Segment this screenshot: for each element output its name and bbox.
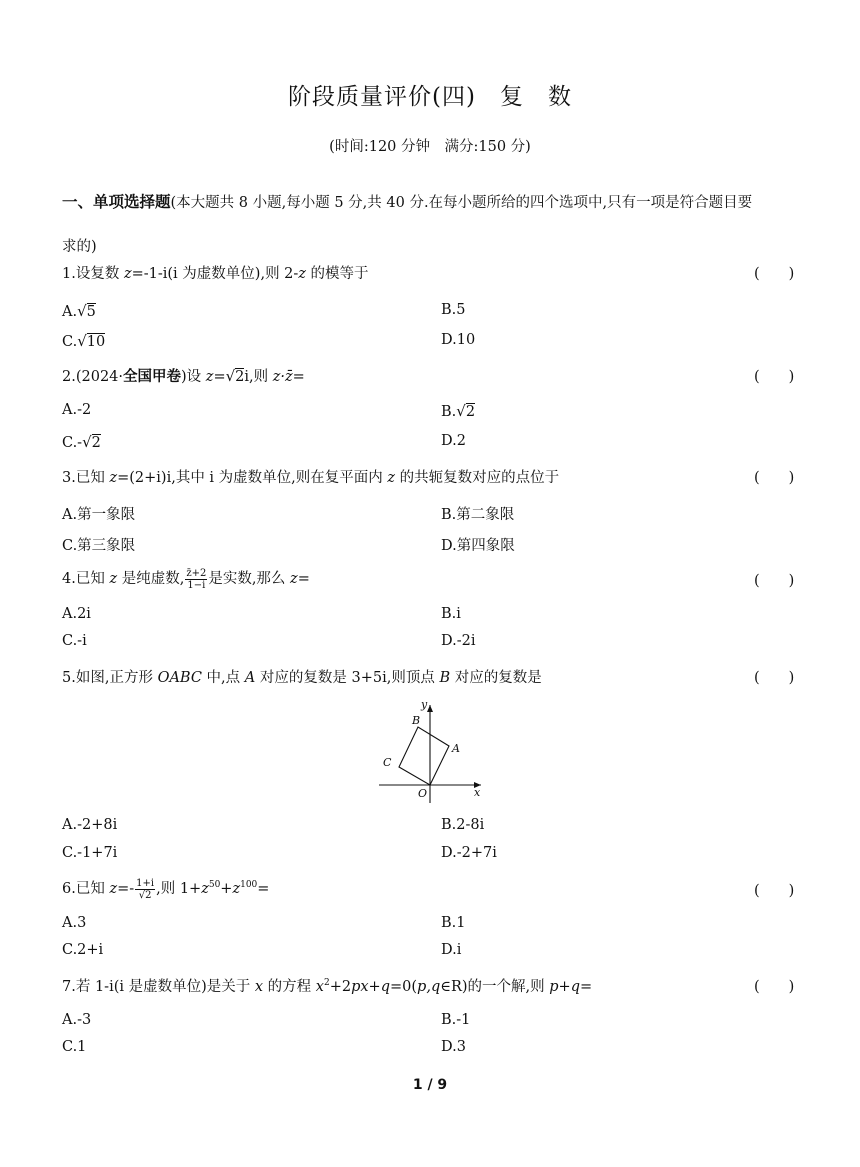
question-6: 6.已知 z=- $\frac{1+i}{√2}$ ,则 $1+z^{50}+z^{100}=$ ( ) [62, 877, 795, 901]
q5-option-a[interactable]: A.-2+8i [62, 817, 118, 833]
q5-option-b[interactable]: B.2-8i [441, 817, 485, 833]
q4-option-d[interactable]: D.-2i [441, 633, 476, 649]
question-1: 1.设复数 z=-1-i(i 为虚数单位),则 2-z 的模等于 ( ) [62, 262, 802, 283]
q4-option-c[interactable]: C.-i [62, 633, 87, 649]
q4-option-b[interactable]: B.i [441, 606, 461, 622]
q5-option-d[interactable]: D.-2+7i [441, 845, 497, 861]
question-7: 7.若 1-i(i 是虚数单位)是关于 x 的方程 $x^2+2px+q=0(p,q\in R)$的一个解,则 p+q= ( ) [62, 975, 802, 996]
q7-option-d[interactable]: D.3 [441, 1039, 466, 1055]
q2-option-c[interactable]: C.-√2 [62, 433, 101, 451]
question-5: 5.如图,正方形 OABC 中,点 A 对应的复数是 3+5i,则顶点 B 对应的复数是 ( ) [62, 666, 802, 687]
page-number: 1 / 9 [412, 1077, 448, 1093]
fraction: $\frac{1+i}{√2}$ [136, 877, 155, 901]
q5-option-c[interactable]: C.-1+7i [62, 845, 118, 861]
point-b-label: B [412, 714, 421, 727]
section-heading [62, 180, 802, 269]
x-axis-label: x [474, 786, 481, 799]
q6-option-d[interactable]: D.i [441, 942, 462, 958]
answer-paren: ( ) [754, 573, 795, 589]
answer-paren: ( ) [754, 266, 795, 282]
q6-option-a[interactable]: A.3 [62, 915, 87, 931]
q3-option-a[interactable]: A.第一象限 [62, 507, 136, 523]
q3-option-c[interactable]: C.第三象限 [62, 538, 136, 554]
question-3: 3.已知 z=(2+i)i,其中 i 为虚数单位,则在复平面内 z 的共轭复数对应的点位于 ( ) [62, 466, 802, 487]
q3-option-d[interactable]: D.第四象限 [441, 538, 515, 554]
source-tag: 全国甲卷 [123, 369, 182, 385]
answer-paren: ( ) [754, 979, 795, 995]
point-c-label: C [383, 756, 392, 769]
page-title: 阶段质量评价(四) 复 数 [288, 84, 572, 110]
fraction: $\frac{z̄+2}{1-i}$ [186, 567, 207, 591]
q3-option-b[interactable]: B.第二象限 [441, 507, 515, 523]
q7-option-c[interactable]: C.1 [62, 1039, 87, 1055]
q2-option-a[interactable]: A.-2 [62, 402, 92, 418]
page-subtitle: (时间:120 分钟 满分:150 分) [329, 139, 531, 155]
q4-option-a[interactable]: A.2i [62, 606, 91, 622]
point-a-label: A [452, 742, 460, 755]
question-4: 4.已知 z 是纯虚数, $\frac{z̄+2}{1-i}$ 是实数,那么 z= ( ) [62, 567, 795, 591]
section-title: 一、单项选择题 [62, 193, 171, 211]
section-desc-2: 求的) [62, 239, 97, 255]
answer-paren: ( ) [754, 670, 795, 686]
answer-paren: ( ) [754, 369, 795, 385]
q2-option-d[interactable]: D.2 [441, 433, 466, 449]
answer-paren: ( ) [754, 470, 795, 486]
square-figure [375, 697, 490, 809]
q6-option-c[interactable]: C.2+i [62, 942, 104, 958]
q7-option-b[interactable]: B.-1 [441, 1012, 471, 1028]
q1-option-d[interactable]: D.10 [441, 332, 476, 348]
section-desc: (本大题共 8 小题,每小题 5 分,共 40 分.在每小题所给的四个选项中,只有一项是符合题目要 [170, 195, 753, 211]
q2-option-b[interactable]: B.√2 [441, 402, 476, 420]
q7-option-a[interactable]: A.-3 [62, 1012, 92, 1028]
q1-option-a[interactable]: A.√5 [62, 302, 96, 320]
answer-paren: ( ) [754, 883, 795, 899]
square-oabc [399, 727, 449, 785]
point-o-label: O [418, 787, 428, 800]
q6-option-b[interactable]: B.1 [441, 915, 466, 931]
y-axis-label: y [421, 698, 428, 711]
question-2: 2.(2024·全国甲卷)设 z=√2i,则 z·z̄= ( ) [62, 367, 795, 385]
q1-option-c[interactable]: C.√10 [62, 332, 106, 350]
q1-option-b[interactable]: B.5 [441, 302, 466, 318]
